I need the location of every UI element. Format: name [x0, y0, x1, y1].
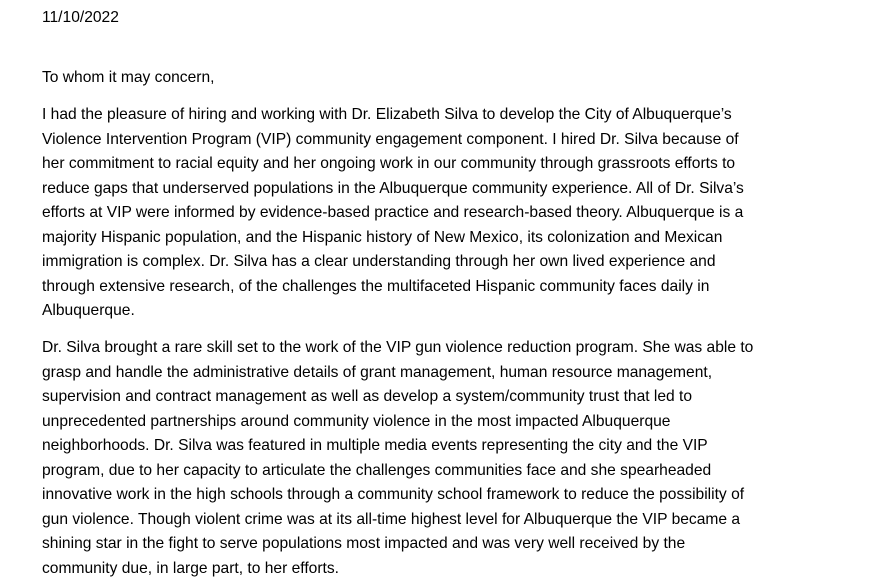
paragraph-line: grasp and handle the administrative details of grant management, human resource management, — [42, 363, 713, 381]
paragraph-line: shining star in the fight to serve populations most impacted and was very well received by the — [42, 535, 686, 552]
paragraph-line: supervision and contract management as well as develop a system/community trust that led to — [42, 388, 693, 405]
letter-paragraph-1 — [42, 103, 842, 324]
letter-salutation: To whom it may concern, — [42, 69, 215, 86]
paragraph-line: unprecedented partnerships around community violence in the most impacted Albuquerque — [42, 412, 671, 430]
paragraph-line: immigration is complex. Dr. Silva has a clear understanding through her own lived experience and — [42, 253, 716, 270]
paragraph-line: gun violence. Though violent crime was at its all-time highest level for Albuquerque the VIP became a — [42, 510, 741, 528]
paragraph-line: efforts at VIP were informed by evidence-based practice and research-based theory. Albuquerque is a — [42, 204, 744, 221]
paragraph-line: program, due to her capacity to articulate the challenges communities face and she spearheaded — [42, 461, 712, 479]
paragraph-line: majority Hispanic population, and the Hispanic history of New Mexico, its colonization and Mexican — [42, 228, 723, 246]
paragraph-line: innovative work in the high schools through a community school framework to reduce the possibility of — [42, 486, 745, 503]
paragraph-line: Violence Intervention Program (VIP) community engagement component. I hired Dr. Silva because of — [42, 130, 739, 148]
paragraph-line: Dr. Silva brought a rare skill set to the work of the VIP gun violence reduction program. She was able to — [42, 339, 754, 356]
paragraph-line: reduce gaps that underserved populations in the Albuquerque community experience. All of Dr. Silva’s — [42, 179, 744, 197]
paragraph-line: community due, in large part, to her efforts. — [42, 559, 340, 577]
paragraph-line: her commitment to racial equity and her ongoing work in our community through grassroots efforts to — [42, 155, 736, 172]
paragraph-line: I had the pleasure of hiring and working with Dr. Elizabeth Silva to develop the City of Albuquerque’s — [42, 106, 732, 123]
letter-date: 11/10/2022 — [42, 9, 119, 26]
paragraph-line: Albuquerque. — [42, 302, 135, 319]
paragraph-line: neighborhoods. Dr. Silva was featured in multiple media events representing the city and the VIP — [42, 437, 708, 454]
paragraph-line: through extensive research, of the challenges the multifaceted Hispanic community faces daily in — [42, 277, 710, 295]
letter-paragraph-2 — [42, 336, 842, 581]
